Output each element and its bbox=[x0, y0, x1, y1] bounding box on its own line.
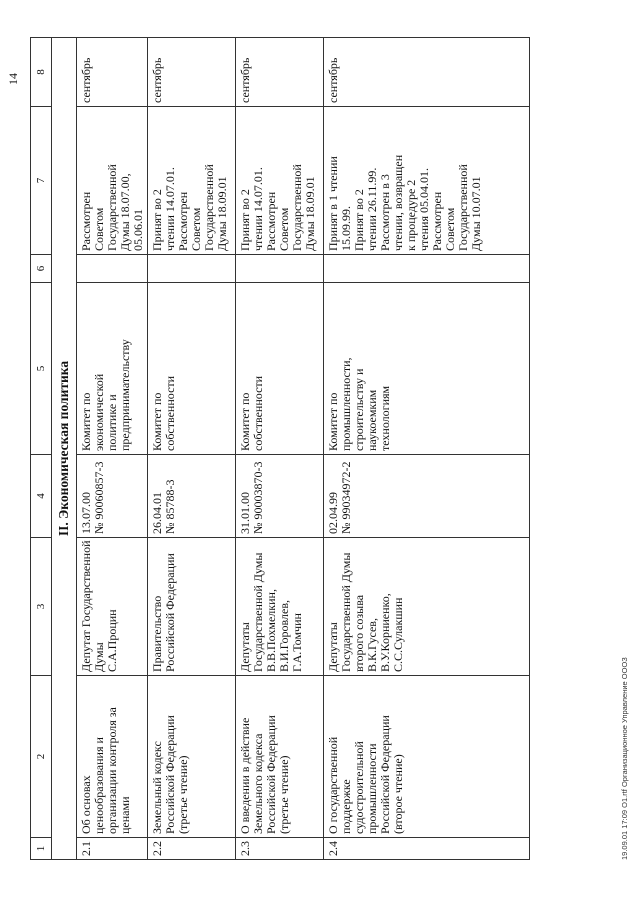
bill-status-line: 05.06.01 bbox=[131, 209, 145, 251]
bill-title-line: Российской Федерации bbox=[264, 715, 278, 834]
bill-author-line: Депутаты bbox=[238, 622, 252, 672]
bill-status-line: Думы 18.09.01 bbox=[303, 176, 317, 251]
bill-author-line: Г.А.Томчин bbox=[290, 613, 304, 672]
bill-author-cell bbox=[324, 538, 530, 676]
bill-status-line: Государственной bbox=[105, 164, 119, 251]
column-number: 3 bbox=[31, 538, 52, 676]
bill-status-line: Думы 18.07.00, bbox=[118, 173, 132, 251]
bill-title-line: судостроительной bbox=[352, 741, 366, 834]
bill-author-cell bbox=[77, 538, 148, 676]
bill-status-line: чтении 14.07.01. bbox=[163, 167, 177, 251]
registration-line: 13.07.00 bbox=[79, 492, 93, 534]
bill-status-line: чтении 26.11.99. bbox=[365, 167, 379, 251]
table-row bbox=[236, 38, 324, 860]
bill-author-line: Правительство bbox=[150, 595, 164, 672]
bill-author-line: С.А.Процин bbox=[105, 609, 119, 672]
bill-title-line: поддержке bbox=[339, 779, 353, 834]
registration-cell bbox=[236, 455, 324, 538]
bill-status-line: к процедуре 2 bbox=[404, 179, 418, 251]
bill-status-line: Государственной bbox=[290, 164, 304, 251]
bill-title-line: ценами bbox=[118, 796, 132, 834]
column-number: 2 bbox=[31, 676, 52, 838]
column-number: 7 bbox=[31, 107, 52, 255]
bill-title-cell bbox=[148, 676, 236, 838]
registration-line: № 90003870-3 bbox=[251, 461, 265, 534]
responsible-committee-line: наукоемким bbox=[365, 389, 379, 451]
bill-status-line: Принят во 2 bbox=[238, 189, 252, 251]
responsible-committee-line: политике и bbox=[105, 394, 119, 451]
bill-status-line: Государственной bbox=[456, 164, 470, 251]
bill-author-line: В.И.Горовлев, bbox=[277, 599, 291, 672]
page-number: 14 bbox=[6, 73, 20, 85]
bill-title-line: Земельного кодекса bbox=[251, 733, 265, 834]
bill-author-line: С.С.Сулакшин bbox=[391, 597, 405, 672]
column-6-cell bbox=[236, 255, 324, 283]
bill-title-line: Российской Федерации bbox=[163, 715, 177, 834]
bill-title-cell bbox=[236, 676, 324, 838]
bill-title-line: Об основах bbox=[79, 775, 93, 834]
bill-author-line: В.К.Гусев, bbox=[365, 618, 379, 672]
row-number-cell: 2.3 bbox=[236, 838, 324, 860]
row-number-cell: 2.4 bbox=[324, 838, 530, 860]
bill-title-line: (третье чтение) bbox=[277, 755, 291, 834]
planned-month-cell bbox=[77, 38, 148, 107]
bill-title-line: Земельный кодекс bbox=[150, 741, 164, 834]
planned-month-line: сентябрь bbox=[238, 57, 252, 103]
registration-cell bbox=[324, 455, 530, 538]
table-row bbox=[148, 38, 236, 860]
bill-author-line: Государственной Думы bbox=[339, 552, 353, 672]
bill-title-line: организации контроля за bbox=[105, 707, 119, 834]
bill-status-line: Рассмотрен bbox=[79, 191, 93, 251]
responsible-committee-line: собственности bbox=[163, 375, 177, 451]
bill-status-line: Рассмотрен в 3 bbox=[378, 174, 392, 251]
bill-title-cell bbox=[77, 676, 148, 838]
registration-cell bbox=[77, 455, 148, 538]
section-title: II. Экономическая политика bbox=[52, 38, 77, 860]
responsible-committee-line: предпринимательству bbox=[118, 339, 132, 451]
registration-line: № 85788-3 bbox=[163, 479, 177, 534]
column-6-cell bbox=[324, 255, 530, 283]
bill-title-cell bbox=[324, 676, 530, 838]
responsible-committee-line: технологиям bbox=[378, 385, 392, 451]
column-number-row bbox=[31, 38, 52, 860]
bill-status-line: Рассмотрен bbox=[430, 191, 444, 251]
responsible-committee-cell bbox=[77, 283, 148, 455]
column-number: 1 bbox=[31, 838, 52, 860]
bill-author-line: второго созыва bbox=[352, 594, 366, 672]
bill-status-line: чтении 14.07.01. bbox=[251, 167, 265, 251]
bill-status-line: Принят во 2 bbox=[352, 189, 366, 251]
bill-status-line: Думы 10.07.01 bbox=[469, 176, 483, 251]
bill-status-line: Рассмотрен bbox=[264, 191, 278, 251]
planned-month-line: сентябрь bbox=[150, 57, 164, 103]
responsible-committee-cell bbox=[148, 283, 236, 455]
responsible-committee-line: строительству и bbox=[352, 368, 366, 451]
section-row bbox=[52, 38, 77, 860]
bill-title-line: (третье чтение) bbox=[176, 755, 190, 834]
bill-author-line: В.В.Похмелкин, bbox=[264, 589, 278, 672]
planned-month-line: сентябрь bbox=[79, 57, 93, 103]
responsible-committee-line: Комитет по bbox=[238, 392, 252, 451]
planned-month-line: сентябрь bbox=[326, 57, 340, 103]
responsible-committee-line: собственности bbox=[251, 375, 265, 451]
bill-status-line: Советом bbox=[189, 207, 203, 251]
bill-title-line: промышленности bbox=[365, 743, 379, 834]
column-number: 4 bbox=[31, 455, 52, 538]
column-number: 5 bbox=[31, 283, 52, 455]
table-row bbox=[77, 38, 148, 860]
registration-line: 26.04.01 bbox=[150, 492, 164, 534]
registration-line: № 90060857-3 bbox=[92, 461, 106, 534]
bill-author-line: Государственной Думы bbox=[251, 552, 265, 672]
bill-status-line: Думы 18.09.01 bbox=[215, 176, 229, 251]
bill-author-cell bbox=[148, 538, 236, 676]
column-number: 8 bbox=[31, 38, 52, 107]
footer-text: 19.09.01 17:09 О1.rtf Организационное Управление ОООЗ bbox=[620, 657, 629, 860]
bill-title-line: ценообразования и bbox=[92, 737, 106, 834]
bill-status-cell bbox=[148, 107, 236, 255]
responsible-committee-cell bbox=[236, 283, 324, 455]
bill-author-line: Депутаты bbox=[326, 622, 340, 672]
row-number-cell: 2.1 bbox=[77, 838, 148, 860]
bill-status-line: Принят во 2 bbox=[150, 189, 164, 251]
bill-author-cell bbox=[236, 538, 324, 676]
registration-cell bbox=[148, 455, 236, 538]
bill-title-line: О государственной bbox=[326, 736, 340, 834]
planned-month-cell bbox=[236, 38, 324, 107]
planned-month-cell bbox=[148, 38, 236, 107]
column-number: 6 bbox=[31, 255, 52, 283]
responsible-committee-line: Комитет по bbox=[79, 392, 93, 451]
bill-status-line: 15.09.99. bbox=[339, 206, 353, 251]
responsible-committee-line: Комитет по bbox=[150, 392, 164, 451]
responsible-committee-line: экономической bbox=[92, 373, 106, 451]
bill-status-cell bbox=[236, 107, 324, 255]
responsible-committee-cell bbox=[324, 283, 530, 455]
registration-line: 31.01.00 bbox=[238, 492, 252, 534]
responsible-committee-line: Комитет по bbox=[326, 392, 340, 451]
registration-line: № 99034972-2 bbox=[339, 461, 353, 534]
table-body bbox=[77, 38, 530, 860]
row-number-cell: 2.2 bbox=[148, 838, 236, 860]
bill-status-line: чтении, возвращен bbox=[391, 154, 405, 251]
responsible-committee-line: промышленности, bbox=[339, 357, 353, 451]
bill-author-line: Российской Федерации bbox=[163, 553, 177, 672]
table-row bbox=[324, 38, 530, 860]
column-6-cell bbox=[77, 255, 148, 283]
bill-title-line: Российской Федерации bbox=[378, 715, 392, 834]
legislation-table bbox=[30, 37, 530, 860]
column-6-cell bbox=[148, 255, 236, 283]
bill-status-line: Принят в 1 чтении bbox=[326, 156, 340, 251]
bill-status-line: Рассмотрен bbox=[176, 191, 190, 251]
registration-line: 02.04.99 bbox=[326, 492, 340, 534]
bill-status-cell bbox=[77, 107, 148, 255]
bill-status-line: Государственной bbox=[202, 164, 216, 251]
bill-author-line: Депутат Государственной bbox=[79, 540, 93, 672]
bill-status-cell bbox=[324, 107, 530, 255]
bill-status-line: чтения 05.04.01. bbox=[417, 168, 431, 251]
planned-month-cell bbox=[324, 38, 530, 107]
bill-author-line: Думы bbox=[92, 642, 106, 672]
bill-status-line: Советом bbox=[92, 207, 106, 251]
bill-title-line: (второе чтение) bbox=[391, 754, 405, 834]
bill-status-line: Советом bbox=[277, 207, 291, 251]
bill-title-line: О введении в действие bbox=[238, 717, 252, 834]
bill-author-line: В.У.Корниенко, bbox=[378, 593, 392, 672]
bill-status-line: Советом bbox=[443, 207, 457, 251]
